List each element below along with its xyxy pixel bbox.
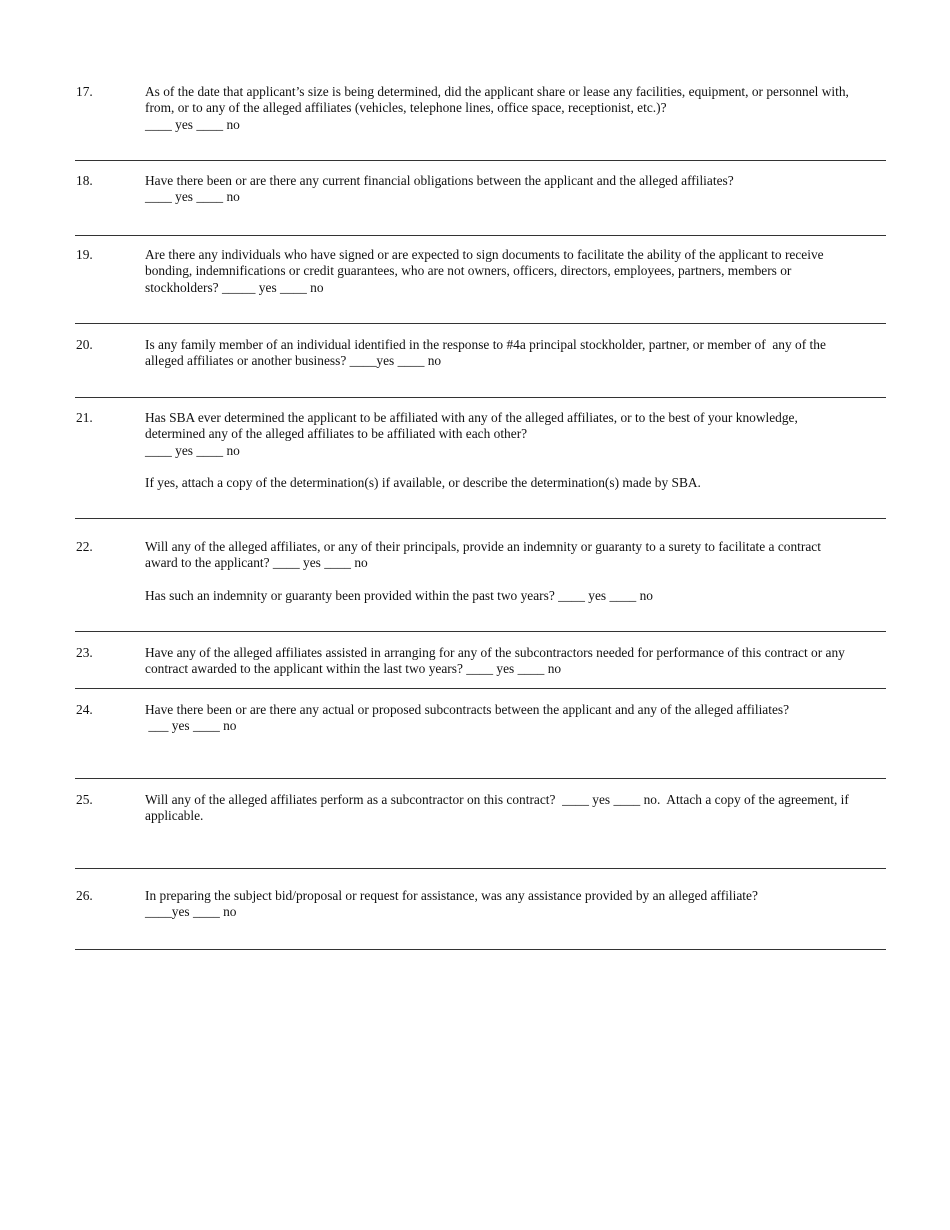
question-note[interactable]: Has such an indemnity or guaranty been provided within the past two years? ____ yes ____ no	[145, 587, 653, 603]
question-number: 22.	[76, 539, 93, 554]
divider	[75, 778, 886, 779]
divider	[75, 868, 886, 869]
question-text	[145, 173, 887, 206]
question-text	[145, 337, 887, 370]
divider	[75, 949, 886, 950]
yes-no-answer[interactable]: ____yes ____ no	[145, 904, 237, 920]
yes-no-answer[interactable]: stockholders? _____ yes ____ no	[145, 279, 324, 295]
question-number: 17.	[76, 84, 93, 99]
question-text	[145, 645, 887, 678]
divider	[75, 397, 886, 398]
question-text	[145, 539, 887, 604]
question-line: bonding, indemnifications or credit guarantees, who are not owners, officers, directors, employees, partners, members or	[145, 263, 792, 279]
yes-no-answer[interactable]: award to the applicant? ____ yes ____ no	[145, 555, 368, 571]
question-text	[145, 247, 887, 296]
question-number: 25.	[76, 792, 93, 807]
question-line: Have any of the alleged affiliates assisted in arranging for any of the subcontractors needed for performance of this contract or any	[145, 645, 845, 660]
question-line: applicable.	[145, 808, 204, 824]
question-line: from, or to any of the alleged affiliates (vehicles, telephone lines, office space, receptionist, etc.)?	[145, 100, 667, 116]
yes-no-answer[interactable]: Will any of the alleged affiliates perform as a subcontractor on this contract? ____ yes ____ no. Attach a copy of the agreement, if	[145, 792, 849, 807]
question-number: 23.	[76, 645, 93, 660]
question-line: Have there been or are there any current financial obligations between the applicant and the alleged affiliates?	[145, 173, 734, 188]
question-text	[145, 702, 887, 735]
question-number: 19.	[76, 247, 93, 262]
question-text	[145, 84, 887, 133]
question-number: 24.	[76, 702, 93, 717]
question-line: determined any of the alleged affiliates to be affiliated with each other?	[145, 426, 528, 442]
divider	[75, 631, 886, 632]
question-number: 20.	[76, 337, 93, 352]
divider	[75, 688, 886, 689]
question-line: In preparing the subject bid/proposal or request for assistance, was any assistance provided by an alleged affiliate?	[145, 888, 758, 903]
question-text	[145, 888, 887, 921]
divider	[75, 518, 886, 519]
question-number: 18.	[76, 173, 93, 188]
question-line: Has SBA ever determined the applicant to be affiliated with any of the alleged affiliates, or to the best of your knowledge,	[145, 410, 798, 425]
yes-no-answer[interactable]: ____ yes ____ no	[145, 442, 240, 458]
divider	[75, 160, 886, 161]
yes-no-answer[interactable]: alleged affiliates or another business? ____yes ____ no	[145, 353, 442, 369]
yes-no-answer[interactable]: contract awarded to the applicant within the last two years? ____ yes ____ no	[145, 661, 562, 677]
question-line: Will any of the alleged affiliates, or any of their principals, provide an indemnity or guaranty to a surety to facilitate a contract	[145, 539, 821, 554]
question-line: As of the date that applicant’s size is being determined, did the applicant share or lease any facilities, equipment, or personnel with,	[145, 84, 849, 99]
question-text	[145, 792, 887, 825]
question-line: Are there any individuals who have signed or are expected to sign documents to facilitate the ability of the applicant to receive	[145, 247, 824, 262]
yes-no-answer[interactable]: ____ yes ____ no	[145, 189, 240, 205]
question-line: Have there been or are there any actual or proposed subcontracts between the applicant and any of the alleged affiliates?	[145, 702, 790, 717]
divider	[75, 323, 886, 324]
question-line: Is any family member of an individual identified in the response to #4a principal stockholder, partner, or member of any of the	[145, 337, 826, 352]
question-text	[145, 410, 887, 491]
yes-no-answer[interactable]: ___ yes ____ no	[145, 718, 237, 734]
yes-no-answer[interactable]: ____ yes ____ no	[145, 116, 240, 132]
question-number: 21.	[76, 410, 93, 425]
question-number: 26.	[76, 888, 93, 903]
divider	[75, 235, 886, 236]
question-note: If yes, attach a copy of the determination(s) if available, or describe the determination(s) made by SBA.	[145, 474, 701, 490]
